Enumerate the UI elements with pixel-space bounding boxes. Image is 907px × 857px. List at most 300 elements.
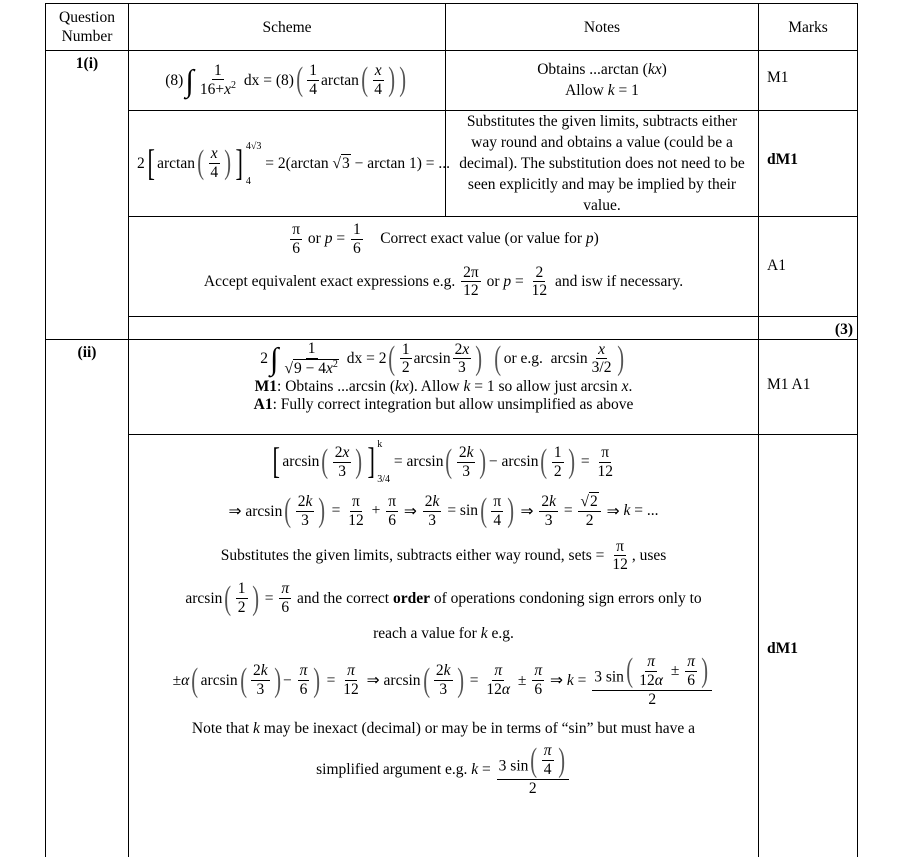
math-text: 2 (435, 662, 444, 680)
math-variable: x (374, 62, 382, 80)
radicand (293, 359, 339, 377)
math-text: ⇒ arcsin (228, 502, 283, 520)
math-text: 3 (338, 462, 346, 480)
math-text: 16+ (199, 81, 225, 99)
denominator (484, 681, 512, 699)
denominator (590, 359, 614, 377)
math-text: 2 (585, 511, 594, 529)
parentheses (443, 444, 488, 481)
math-text: 2 (528, 779, 537, 797)
paren-content (489, 493, 505, 530)
parentheses (195, 145, 233, 182)
parentheses (528, 742, 566, 779)
denominator (610, 556, 630, 574)
scheme-line (129, 396, 758, 414)
math-text: 2π (463, 263, 479, 281)
math-text: . (628, 377, 633, 395)
paren-content (201, 662, 312, 699)
left-paren: ( (321, 442, 329, 480)
denominator (542, 761, 554, 779)
math-text: 3 (256, 681, 265, 699)
denominator (336, 463, 348, 481)
math-text: 6 (299, 681, 308, 699)
math-variable: π (299, 662, 308, 680)
math-text: arctan (321, 71, 359, 89)
math-text: Note that (191, 720, 254, 738)
right-paren: ) (475, 339, 483, 377)
paren-content (398, 341, 473, 378)
numerator (599, 444, 611, 463)
numerator (434, 662, 453, 681)
left-bracket: [ (272, 441, 280, 483)
math-text: or (304, 230, 325, 248)
numerator (212, 62, 224, 81)
math-text: 2 (334, 443, 343, 461)
math-variable: kx (647, 61, 662, 78)
left-paren: ( (224, 579, 232, 617)
left-paren: ( (191, 661, 199, 699)
left-paren: ( (540, 442, 548, 480)
math-text: 2 (589, 493, 598, 510)
numerator (685, 653, 697, 672)
denominator (236, 599, 248, 617)
numerator (457, 444, 476, 463)
paren-content (504, 341, 616, 378)
fraction (685, 653, 697, 690)
denominator (637, 672, 665, 690)
numerator (345, 662, 357, 681)
math-text: 2 (535, 263, 544, 281)
left-paren: ( (388, 339, 396, 377)
math-text: 2 (553, 462, 562, 480)
evaluation-bracket (270, 439, 390, 485)
mark: M1 (759, 51, 858, 111)
math-variable: k (566, 671, 574, 689)
math-variable: k (623, 502, 631, 520)
math-variable: π (647, 652, 655, 670)
notes-line (450, 80, 754, 101)
right-bracket: ] (367, 441, 375, 483)
notes-text: Substitutes the given limits, subtracts either way round and obtains a value (could be a decimal). The substitution does not need to be seen explicitly and may be implied by their value. (446, 111, 759, 217)
paren-content (370, 62, 386, 99)
math-text: 3 (342, 154, 350, 172)
fraction (307, 62, 319, 99)
fraction (592, 653, 712, 708)
header-marks: Marks (759, 4, 858, 51)
math-text: 1 (553, 443, 562, 461)
math-text: + (367, 502, 385, 520)
scheme-line (129, 439, 758, 485)
question-number: 1(i) (46, 51, 129, 340)
fraction (457, 444, 476, 481)
math-variable: π (347, 662, 355, 680)
math-text: 4 (309, 81, 318, 98)
denominator (461, 282, 481, 300)
left-paren: ( (422, 661, 430, 699)
math-text: arcsin (413, 349, 451, 367)
math-variable: α (654, 671, 663, 689)
upper-limit: k (377, 439, 383, 450)
denominator (530, 282, 550, 300)
fraction (434, 662, 453, 699)
math-text: : Obtains ...arcsin ( (277, 377, 395, 395)
scheme-math (137, 141, 450, 187)
denominator (527, 780, 539, 798)
left-paren: ( (494, 339, 502, 377)
math-text: arcsin (200, 671, 238, 689)
header-notes: Notes (446, 4, 759, 51)
math-text: 2 (458, 443, 467, 461)
scheme-cell (129, 111, 451, 217)
right-paren: ) (456, 661, 464, 699)
math-text: = 1 (614, 82, 639, 99)
math-text: e.g. (487, 624, 514, 642)
math-text: 2 (541, 493, 550, 510)
math-text: ⇒ (400, 502, 421, 520)
paren-content (432, 662, 455, 699)
math-text: : Fully correct integration but allow unsimplified as above (272, 395, 634, 413)
math-variable: k (471, 761, 479, 779)
numerator (209, 145, 220, 164)
math-text: 2 (253, 662, 261, 680)
fraction (532, 662, 544, 699)
fraction (400, 341, 412, 378)
denominator (456, 359, 468, 377)
right-paren: ) (701, 652, 709, 690)
denominator (372, 81, 384, 99)
math-text: ⇒ (516, 502, 538, 520)
header-question-number: Question Number (46, 4, 129, 51)
math-text: 2 (137, 154, 145, 172)
numerator (236, 580, 248, 599)
paren-content (249, 662, 272, 699)
radicand (341, 154, 351, 172)
left-paren: ( (239, 661, 247, 699)
denominator (491, 512, 503, 530)
superscript: 2 (230, 80, 236, 92)
math-text: = (478, 761, 495, 779)
math-variable: x (598, 340, 605, 358)
total-row (46, 317, 858, 340)
fraction (333, 444, 352, 481)
math-text: = (260, 589, 278, 607)
right-paren: ) (617, 339, 625, 377)
left-paren: ( (361, 61, 368, 99)
math-text: (8) (165, 71, 184, 89)
bold-text: A1 (253, 395, 273, 413)
math-text: 12 (639, 671, 655, 689)
math-text: π (601, 443, 610, 461)
math-text: π (616, 537, 624, 555)
notes-cell (446, 51, 759, 111)
square-root: √3 (332, 154, 350, 172)
math-text: 3 (462, 462, 471, 480)
denominator (584, 512, 596, 530)
math-text: ± (514, 671, 531, 689)
math-variable: x (621, 377, 629, 395)
math-text: 2 (401, 359, 410, 377)
left-paren: ( (626, 652, 634, 690)
math-text: Obtains ...arctan ( (537, 61, 648, 78)
table-row (46, 111, 858, 217)
scheme-line (129, 221, 758, 258)
math-text: = 2(arctan (261, 154, 333, 172)
parentheses (222, 580, 260, 617)
left-paren: ( (296, 61, 304, 99)
fraction (423, 493, 442, 530)
numerator (306, 340, 318, 359)
numerator (539, 493, 558, 512)
parentheses (319, 444, 364, 481)
left-paren: ( (480, 492, 488, 530)
math-text: 6 (687, 671, 695, 689)
math-variable: x (210, 145, 218, 163)
numerator (453, 341, 472, 360)
left-paren: ( (445, 442, 453, 480)
math-text: 4 (543, 761, 552, 779)
math-variable: π (534, 662, 543, 680)
fraction (198, 62, 238, 100)
numerator (592, 653, 712, 691)
evaluation-bracket (145, 141, 262, 187)
denominator (351, 240, 363, 258)
bold-text: order (392, 589, 430, 607)
fraction (484, 662, 512, 699)
math-text: − arcsin (488, 453, 539, 470)
math-text: ) (593, 230, 599, 248)
denominator (279, 599, 291, 617)
math-text: 3 (439, 681, 448, 699)
math-text: 12 (463, 282, 479, 300)
math-text: 6 (281, 599, 290, 617)
math-variable: k (466, 443, 474, 461)
numerator (423, 493, 442, 512)
math-text: , uses (631, 546, 667, 564)
math-text: arcsin (282, 453, 320, 470)
denominator (298, 681, 310, 699)
math-variable: π (281, 580, 290, 598)
math-variable: α (181, 671, 190, 689)
math-text: ± (172, 671, 182, 689)
numerator (351, 221, 363, 240)
math-text: 2 (454, 340, 463, 358)
math-variable: k (432, 493, 440, 510)
denominator (299, 512, 311, 530)
math-variable: π (543, 742, 552, 760)
math-text: may be inexact (decimal) or may be in terms of “sin” but must have a (259, 720, 696, 738)
right-paren: ) (507, 492, 515, 530)
math-variable: k (443, 662, 451, 680)
bracket-content (282, 444, 364, 481)
left-paren: ( (530, 741, 538, 779)
denominator (198, 80, 238, 99)
right-paren: ) (318, 492, 326, 530)
square-root: √2 (580, 493, 598, 510)
math-text: and the correct (293, 589, 393, 607)
math-text: 3 (301, 511, 309, 529)
table-row (46, 340, 858, 435)
numerator (386, 493, 398, 512)
math-text: 1 (307, 340, 316, 357)
math-variable: x (224, 81, 231, 99)
superscript: 2 (332, 358, 338, 370)
fraction (453, 341, 472, 378)
math-text: arctan (157, 154, 195, 172)
right-paren: ) (399, 61, 407, 99)
numerator (279, 580, 291, 599)
parentheses (478, 493, 517, 530)
parentheses (421, 662, 466, 699)
math-text: ⇒ (546, 672, 567, 690)
denominator (685, 672, 697, 690)
denominator (254, 681, 266, 699)
numerator (533, 264, 545, 283)
math-text: = (332, 230, 349, 248)
math-variable: k (253, 720, 260, 738)
fraction (491, 493, 503, 530)
scheme-line (129, 378, 758, 396)
math-text: Substitutes the given limits, subtracts either way round, sets = (220, 546, 609, 564)
fraction (539, 493, 558, 530)
math-text: 3 (428, 511, 436, 529)
paren-content (455, 444, 478, 481)
math-variable: p (585, 230, 594, 248)
denominator (341, 681, 361, 699)
right-paren: ) (273, 661, 281, 699)
fraction (296, 493, 315, 530)
table-row (46, 435, 858, 857)
math-text: 1 (237, 580, 246, 598)
left-paren: ( (197, 144, 205, 182)
parentheses (189, 662, 322, 699)
table-row (46, 51, 858, 111)
fraction (595, 444, 615, 481)
numerator (333, 444, 352, 463)
math-text: = (511, 272, 528, 290)
math-variable: x (462, 340, 470, 358)
numerator (461, 264, 481, 283)
mark: dM1 (759, 111, 858, 217)
numerator (373, 62, 384, 81)
numerator (497, 742, 569, 780)
notes-line (450, 59, 754, 80)
math-text: and isw if necessary. (551, 272, 684, 290)
numerator (645, 653, 657, 672)
scheme-line (129, 538, 758, 575)
denominator (307, 81, 319, 99)
paren-content (540, 742, 556, 779)
math-variable: π (687, 652, 695, 670)
paren-content (331, 444, 354, 481)
math-text: 3 sin (498, 757, 529, 775)
denominator (426, 512, 438, 530)
fraction (386, 493, 398, 530)
math-text: = (559, 502, 577, 520)
denominator (460, 463, 472, 481)
math-text: 1 (309, 62, 318, 80)
math-variable: k (549, 493, 556, 510)
denominator (282, 359, 340, 378)
math-text: = (327, 502, 345, 520)
math-text: or e.g. arcsin (503, 349, 588, 367)
paren-content (294, 493, 317, 530)
integral-sign: ∫ (269, 341, 279, 377)
denominator (552, 463, 564, 481)
right-paren: ) (313, 661, 321, 699)
mark-scheme-table (45, 3, 858, 857)
math-text: π (388, 493, 397, 510)
fraction (461, 264, 481, 301)
math-variable: k (305, 493, 313, 510)
fraction (637, 653, 665, 690)
lower-limit: 4 (245, 175, 251, 187)
math-variable: k (607, 82, 615, 99)
math-text: 12 (486, 681, 502, 699)
math-variable: k (260, 662, 268, 680)
right-paren: ) (355, 442, 363, 480)
denominator (290, 240, 302, 258)
table-row (46, 217, 858, 317)
math-variable: α (501, 681, 511, 699)
math-text: Allow (565, 82, 608, 99)
math-text: Accept equivalent exact expressions e.g. (203, 272, 460, 290)
fraction (372, 62, 384, 99)
parentheses (538, 444, 576, 481)
paren-content (234, 580, 250, 617)
fraction (497, 742, 569, 797)
fraction (530, 264, 550, 301)
numerator (614, 538, 626, 557)
numerator (491, 493, 503, 512)
math-text: simplified argument e.g. (316, 761, 472, 779)
math-text: − (283, 671, 296, 689)
numerator (578, 493, 600, 512)
header-row (46, 4, 858, 51)
fraction (298, 662, 310, 699)
scheme-math (165, 62, 408, 100)
fraction (351, 221, 363, 258)
fraction (279, 580, 291, 617)
fraction (578, 493, 600, 530)
parentheses (238, 662, 283, 699)
math-variable: π (494, 662, 503, 680)
math-text: 3 sin (594, 668, 624, 686)
math-text: 12 (597, 462, 613, 480)
math-text (485, 350, 493, 368)
empty-cell (129, 317, 759, 340)
math-text: 1 (401, 340, 410, 358)
math-text: π (493, 493, 502, 510)
math-text: 1 (214, 61, 222, 79)
scheme-cell (129, 435, 759, 857)
math-text: − arctan 1) = ... (350, 154, 451, 172)
scheme-line (129, 493, 758, 530)
parentheses (492, 341, 626, 378)
numerator (296, 493, 315, 512)
math-text: ) (661, 61, 667, 78)
math-text: 12 (531, 282, 548, 300)
math-text: 4 (374, 81, 383, 98)
numerator (596, 341, 607, 360)
fraction (251, 662, 270, 699)
paren-content (206, 145, 222, 182)
math-text: π (292, 221, 301, 238)
numerator (251, 662, 270, 681)
numerator (542, 742, 554, 761)
math-text: 3 (458, 359, 466, 377)
numerator (400, 341, 412, 360)
math-text: ⇒ (602, 502, 624, 520)
